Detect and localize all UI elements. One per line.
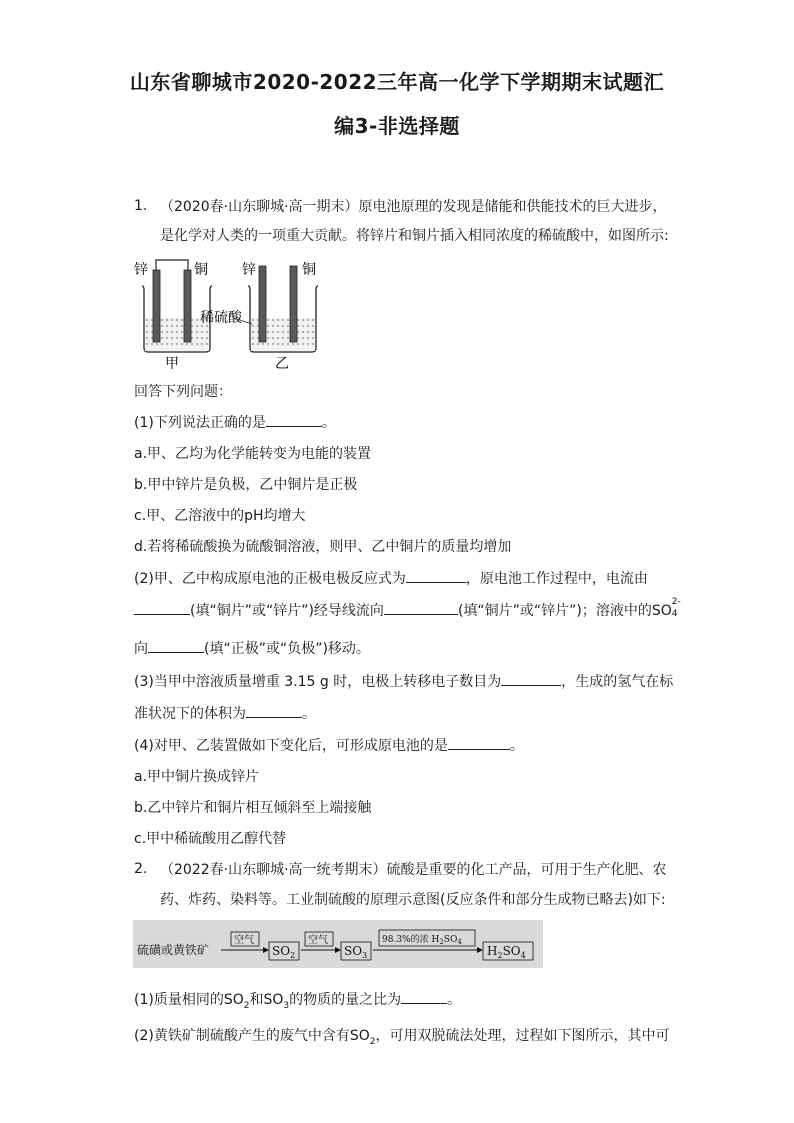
answer-blank[interactable] [148,638,204,653]
answer-blank[interactable] [448,735,510,750]
q1-part4-text: (4)对甲、乙装置做如下变化后，可形成原电池的是 [134,738,448,754]
zn-label-a: 锌 [134,262,148,278]
flow-air-2: 空气 [308,935,328,946]
q2-stem-line2: 药、炸药、染料等。工业制硫酸的原理示意图(反应条件和部分生成物已略去)如下: [160,892,666,908]
q1-part2-text-d: (填“铜片”或“锌片”)；溶液中的SO [457,603,672,619]
flow-air-1: 空气 [234,935,254,946]
q2-part2-text-a: (2)黄铁矿制硫酸产生的废气中含有SO [134,1028,370,1044]
q2-number: 2. [134,861,148,877]
q2-part1-text-a: (1)质量相同的SO [134,992,244,1008]
page-title-line2: 编3-非选择题 [334,114,460,138]
q1-number: 1. [134,198,148,214]
acid-label: 稀硫酸 [200,310,242,326]
answer-blank[interactable] [401,989,447,1004]
flow-end: $H_2SO_4$ [487,944,526,960]
sulfate-subscript: 4 [671,609,678,619]
q1-part2-line1 [134,568,648,588]
q1-part3-line1 [134,671,673,691]
q2-part1 [134,989,461,1011]
q2-part2 [134,1025,669,1047]
q1-stem-line2: 是化学对人类的一项重大贡献。将锌片和铜片插入相同浓度的稀硫酸中，如图所示: [160,228,669,244]
q1-part2-text-e: 向 [134,641,148,657]
q1-stem-line1: （2020春·山东聊城·高一期末）原电池原理的发现是储能和供能技术的巨大进步， [160,199,667,215]
q1-part3-text-a: (3)当甲中溶液质量增重 3.15 g 时，电极上转移电子数目为 [134,674,502,690]
beaker-a-label: 甲 [165,356,179,372]
flow-acid: 98.3%的浓 $H_2SO_4$ [382,935,462,946]
q1-part3-line2 [134,703,316,723]
zn-label-b: 锌 [242,262,256,278]
q1-part2-text-a: (2)甲、乙中构成原电池的正极电极反应式为 [134,571,406,587]
q1-option-c: c.甲、乙溶液中的pH均增大 [134,508,306,524]
q1-option-d: d.若将稀硫酸换为硫酸铜溶液，则甲、乙中铜片的质量均增加 [134,539,512,555]
q1-p4-option-b: b.乙中锌片和铜片相互倾斜至上端接触 [134,800,372,816]
q1-part2-text-f: (填“正极”或“负极”)移动。 [204,641,370,657]
q1-part1 [134,412,336,432]
flow-so3: $SO_3$ [344,944,368,960]
q1-part2-text-c: (填“铜片”或“锌片”)经导线流向 [190,603,384,619]
q1-part2-line3 [134,638,370,658]
answer-blank[interactable] [134,600,190,615]
q1-part3-text-c: 准状况下的体积为 [134,706,246,722]
q1-prompt: 回答下列问题： [134,384,232,400]
q1-part2-text-b: ，原电池工作过程中，电流由 [465,571,648,587]
answer-blank[interactable] [246,703,302,718]
q2-stem-line1: （2022春·山东聊城·高一统考期末）硫酸是重要的化工产品，可用于生产化肥、农 [160,862,667,878]
flow-so2: $SO_2$ [272,944,296,960]
answer-blank[interactable] [384,600,458,615]
q1-part4 [134,735,524,755]
q2-part1-text-b: 和SO [249,992,284,1008]
q2-part2-text-b: ，可用双脱硫法处理，过程如下图所示，其中可 [375,1028,670,1044]
q1-option-a: a.甲、乙均为化学能转变为电能的装置 [134,446,372,462]
q1-part3-text-d: 。 [302,706,316,722]
flow-start: 硫磺或黄铁矿 [137,943,210,957]
answer-blank[interactable] [406,568,466,583]
sub-2: 2 [243,1000,250,1011]
q1-option-b: b.甲中锌片是负极，乙中铜片是正极 [134,477,358,493]
answer-blank[interactable] [266,412,322,427]
q2-part1-end: 。 [447,992,462,1008]
beaker-b [248,266,318,352]
q2-part1-text-c: 的物质的量之比为 [289,992,402,1008]
q1-part1-text: (1)下列说法正确的是 [134,415,266,431]
q1-part4-end: 。 [509,738,524,754]
q1-part2-line2 [134,597,681,620]
sulfuric-acid-flow-diagram [133,920,543,968]
q1-p4-option-c: c.甲中稀硫酸用乙醇代替 [134,831,287,847]
page-title-line1: 山东省聊城市2020-2022三年高一化学下学期期末试题汇 [129,70,665,94]
q1-part3-text-b: ，生成的氢气在标 [561,674,674,690]
cu-label-a: 铜 [194,262,208,278]
galvanic-cell-figure [134,256,334,374]
q1-p4-option-a: a.甲中铜片换成锌片 [134,769,260,785]
sub-2: 2 [369,1036,376,1047]
sulfate-charge: 2- [671,597,681,607]
q1-part1-end: 。 [321,415,336,431]
sub-3: 3 [283,1000,290,1011]
cu-label-b: 铜 [302,262,316,278]
beaker-b-label: 乙 [275,356,289,372]
answer-blank[interactable] [501,671,561,686]
